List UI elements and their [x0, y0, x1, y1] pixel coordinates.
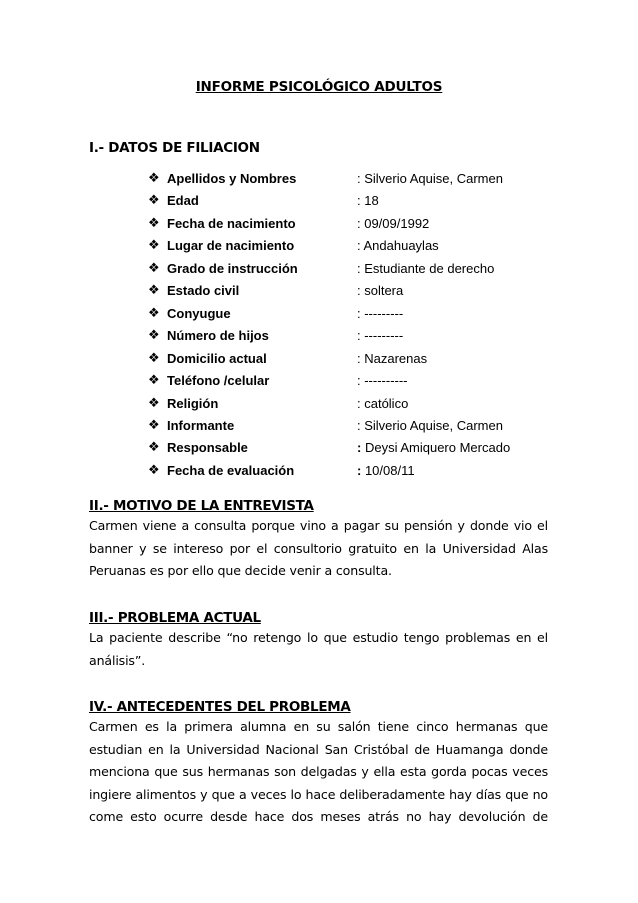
field-row [0, 461, 638, 483]
section-heading-antecedentes: IV.- ANTECEDENTES DEL PROBLEMA [89, 699, 351, 715]
field-label: Informante [167, 418, 235, 433]
field-label: Religión [167, 396, 219, 411]
document-title: INFORME PSICOLÓGICO ADULTOS [195, 79, 443, 95]
field-value: : 10/08/11 [357, 463, 415, 478]
diamond-bullet-icon: ❖ [148, 372, 160, 387]
text-line: menciona que sus hermanas son delgadas y ella esta gorda pocas veces [89, 764, 548, 779]
diamond-bullet-icon: ❖ [148, 417, 160, 432]
section-heading-problema-actual: III.- PROBLEMA ACTUAL [89, 610, 261, 626]
text-line: Peruanas es por ello que decide venir a consulta. [89, 563, 392, 578]
field-label: Responsable [167, 440, 248, 455]
text-line: come esto ocurre desde hace dos meses atrás no hay devolución de [89, 809, 548, 824]
paragraph-antecedentes [89, 716, 548, 829]
field-row [0, 349, 638, 371]
field-value: : católico [357, 396, 409, 411]
diamond-bullet-icon: ❖ [148, 350, 160, 365]
field-row [0, 191, 638, 213]
field-row [0, 169, 638, 191]
field-label: Apellidos y Nombres [167, 171, 297, 186]
section-heading-motivo: II.- MOTIVO DE LA ENTREVISTA [89, 498, 314, 514]
field-label: Domicilio actual [167, 351, 267, 366]
section-heading-datos-filiacion: I.- DATOS DE FILIACION [89, 140, 260, 156]
diamond-bullet-icon: ❖ [148, 462, 160, 477]
diamond-bullet-icon: ❖ [148, 215, 160, 230]
diamond-bullet-icon: ❖ [148, 439, 160, 454]
field-row [0, 236, 638, 258]
text-line: Carmen es la primera alumna en su salón tiene cinco hermanas que [89, 719, 548, 734]
field-colon: : [357, 440, 362, 455]
diamond-bullet-icon: ❖ [148, 327, 160, 342]
field-label: Lugar de nacimiento [167, 238, 295, 253]
field-row [0, 214, 638, 236]
diamond-bullet-icon: ❖ [148, 237, 160, 252]
text-line: La paciente describe “no retengo lo que estudio tengo problemas en el [89, 630, 548, 645]
field-row [0, 416, 638, 438]
field-row [0, 371, 638, 393]
diamond-bullet-icon: ❖ [148, 395, 160, 410]
field-value: : --------- [357, 328, 404, 343]
diamond-bullet-icon: ❖ [148, 192, 160, 207]
field-row [0, 394, 638, 416]
field-label: Conyugue [167, 306, 231, 321]
field-colon: : [357, 463, 362, 478]
field-label: Fecha de evaluación [167, 463, 295, 478]
field-row [0, 438, 638, 460]
field-value: : Silverio Aquise, Carmen [357, 171, 503, 186]
diamond-bullet-icon: ❖ [148, 260, 160, 275]
text-line: estudian en la Universidad Nacional San Cristóbal de Huamanga donde [89, 741, 548, 757]
text-line: análisis”. [89, 652, 146, 668]
field-label: Grado de instrucción [167, 261, 298, 276]
diamond-bullet-icon: ❖ [148, 170, 160, 185]
field-label: Estado civil [167, 283, 240, 298]
field-value: : Silverio Aquise, Carmen [357, 418, 503, 433]
field-value: : ---------- [357, 373, 408, 388]
field-label: Número de hijos [167, 328, 269, 343]
text-line: banner y se intereso por el consultorio gratuito en la Universidad Alas [89, 540, 548, 556]
text-line: Carmen viene a consulta porque vino a pagar su pensión y donde vio el [89, 518, 548, 533]
paragraph-motivo [89, 515, 548, 583]
field-value: : Andahuaylas [357, 238, 439, 253]
field-row [0, 281, 638, 303]
paragraph-problema-actual [89, 627, 548, 672]
field-value: : 09/09/1992 [357, 216, 430, 231]
field-label: Edad [167, 193, 199, 208]
field-label: Fecha de nacimiento [167, 216, 296, 231]
field-row [0, 304, 638, 326]
text-line: ingiere alimentos y que a veces lo hace deliberadamente hay días que no [89, 786, 548, 802]
field-label: Teléfono /celular [167, 373, 270, 388]
field-row [0, 326, 638, 348]
diamond-bullet-icon: ❖ [148, 282, 160, 297]
field-value: : soltera [357, 283, 404, 298]
diamond-bullet-icon: ❖ [148, 305, 160, 320]
field-value: : Nazarenas [357, 351, 428, 366]
field-value: : 18 [357, 193, 379, 208]
field-value: : Deysi Amiquero Mercado [357, 440, 511, 455]
field-value: : Estudiante de derecho [357, 261, 495, 276]
field-value: : --------- [357, 306, 404, 321]
field-row [0, 259, 638, 281]
